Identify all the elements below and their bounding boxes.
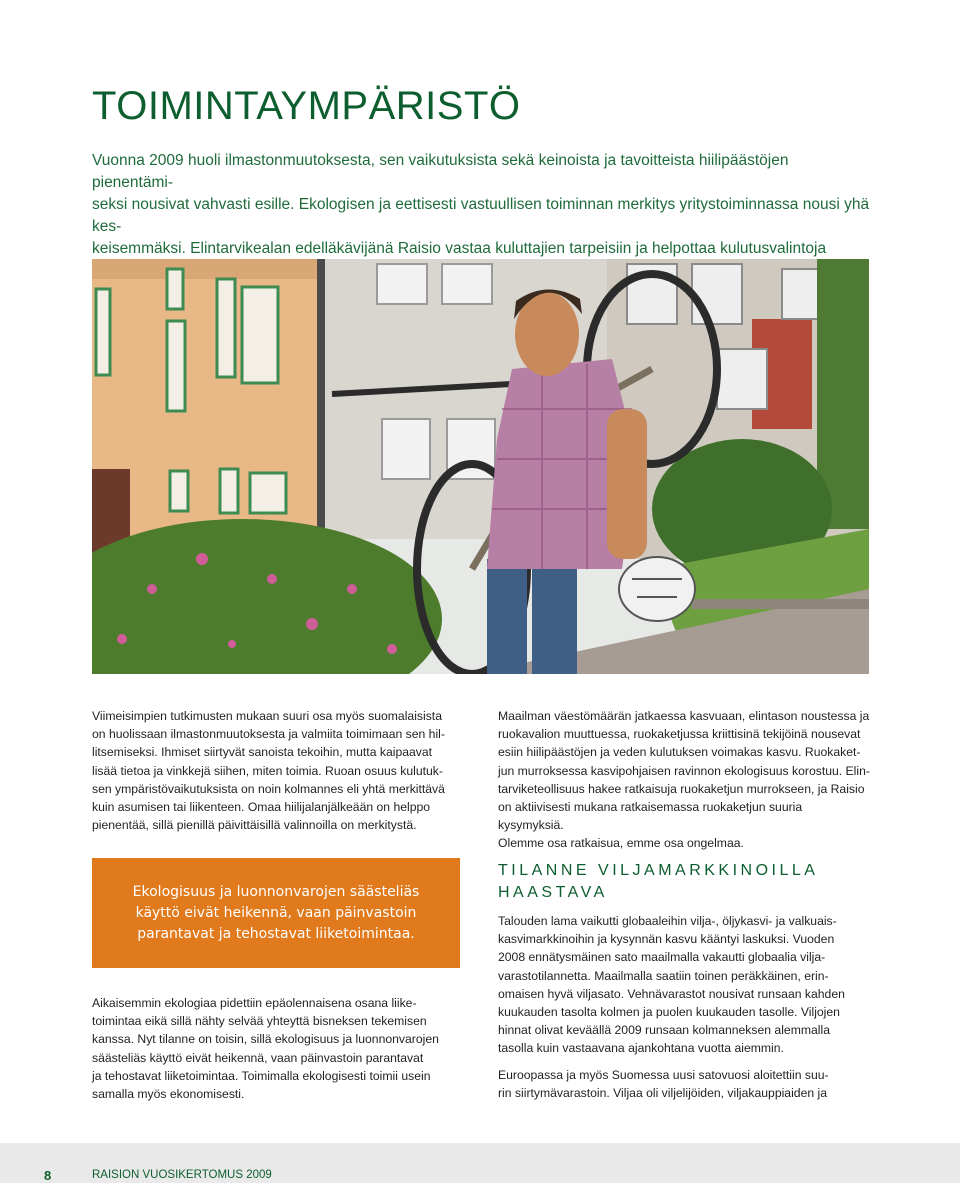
quote-line: Ekologisuus ja luonnonvarojen säästeliäs — [132, 883, 420, 900]
pull-quote — [113, 882, 440, 945]
jeans — [532, 559, 577, 674]
text-line: ja tehostavat liiketoimintaa. Toimimalla ekologisesti toimii usein — [92, 1068, 431, 1083]
left-paragraph-2 — [92, 994, 462, 1103]
quote-line: parantavat ja tehostavat liiketoimintaa. — [137, 925, 415, 942]
right-paragraph-3 — [498, 1066, 870, 1102]
text-line: on huolissaan ilmastonmuutoksesta ja valmiita toimimaan sen hil- — [92, 727, 445, 742]
text-line: toimintaa eikä sillä nähty selvää yhteyttä bisneksen tekemisen — [92, 1014, 427, 1029]
text-line: ruokavalion muuttuessa, ruokaketjussa kriittisinä tekijöinä nousevat — [498, 727, 861, 742]
text-line: Talouden lama vaikutti globaaleihin vilja-, öljykasvi- ja valkuais- — [498, 914, 837, 928]
pull-quote-box — [92, 858, 460, 968]
text-line: lisää tietoa ja vinkkejä siihen, miten toimia. Ruoan osuus kulutuk- — [92, 763, 443, 778]
text-line: 2008 ennätysmäinen sato maailmalla vakautti globaalia vilja- — [498, 950, 826, 965]
heading-line: HAASTAVA — [498, 884, 608, 901]
text-line: Aikaisemmin ekologiaa pidettiin epäolennaisena osana liike- — [92, 996, 417, 1010]
text-line: Olemme osa ratkaisua, emme osa ongelmaa. — [498, 836, 744, 851]
text-line: kanssa. Nyt tilanne on toisin, sillä ekologisuus ja luonnonvarojen — [92, 1032, 439, 1047]
text-line: Maailman väestömäärän jatkaessa kasvuaan, elintason noustessa ja — [498, 709, 870, 723]
intro-line: Vuonna 2009 huoli ilmastonmuutoksesta, sen vaikutuksista sekä keinoista ja tavoitteista hiilipäästöjen pienentämi- — [92, 152, 789, 191]
text-line: pienentää, sillä pienillä päivittäisillä valinnoilla on merkitystä. — [92, 818, 417, 833]
cyclist-photo — [92, 259, 869, 674]
left-paragraph-1 — [92, 707, 462, 834]
photo-illustration — [92, 259, 869, 674]
text-line: Euroopassa ja myös Suomessa uusi satovuosi aloitettiin suu- — [498, 1068, 829, 1082]
section-heading — [498, 860, 870, 904]
text-line: tarviketeollisuus hakee ratkaisuja ruokaketjun murrokseen, ja Raisio — [498, 781, 865, 796]
bike-helmet — [619, 557, 695, 621]
right-paragraph-2 — [498, 912, 870, 1058]
text-line: litsemiseksi. Ihmiset siirtyvät sanoista tekoihin, mutta kaipaavat — [92, 745, 433, 760]
quote-line: käyttö eivät heikennä, vaan päinvastoin — [135, 904, 417, 921]
text-line: on aktiivisesti mukana ratkaisemassa ruokaketjun suuria kysymyksiä. — [498, 800, 803, 833]
intro-line: keisemmäksi. Elintarvikealan edelläkävijänä Raisio vastaa kuluttajien tarpeisiin ja helpottaa kulutusvalintoja — [92, 240, 827, 257]
text-line: kuukauden tasolta kolmen ja puolen kuukauden tasolle. Viljojen — [498, 1005, 840, 1020]
intro-line: seksi nousivat vahvasti esille. Ekologisen ja eettisesti vastuullisen toiminnan merkitys yritystoiminnassa nousi yhä kes- — [92, 196, 870, 235]
text-line: jun murroksessa kasvipohjaisen ravinnon ekologisuus korostuu. Elin- — [498, 763, 870, 778]
publication-name: RAISION VUOSIKERTOMUS 2009 — [92, 1169, 272, 1181]
text-line: esiin hiilipäästöjen ja veden kulutuksen voimakas kasvu. Ruokaket- — [498, 745, 861, 760]
text-line: omaisen hyvä viljasato. Vehnävarastot nousivat runsaan kahden — [498, 986, 845, 1001]
heading-line: TILANNE VILJAMARKKINOILLA — [498, 862, 819, 879]
text-line: rin siirtymävarastoin. Viljaa oli viljelijöiden, viljakauppiaiden ja — [498, 1086, 827, 1101]
text-line: kasvimarkkinoihin ja kysynnän kasvu kääntyi laskuksi. Vuoden — [498, 932, 835, 947]
text-line: Viimeisimpien tutkimusten mukaan suuri osa myös suomalaisista — [92, 709, 442, 723]
text-line: sen ympäristövaikutuksista on noin kolmannes eli yhtä merkittävä — [92, 781, 445, 796]
page-number: 8 — [44, 1168, 52, 1183]
text-line: tasolla kuin vastaavana ajankohtana vuotta aiemmin. — [498, 1041, 784, 1056]
text-line: samalla myös ekonomisesti. — [92, 1087, 245, 1102]
text-line: varastotilannetta. Maailmalla saatiin toinen peräkkäinen, erin- — [498, 968, 829, 983]
right-paragraph-1 — [498, 707, 870, 853]
text-line: säästeliäs käyttö eivät heikennä, vaan päinvastoin parantavat — [92, 1050, 424, 1065]
text-line: hinnat olivat keväällä 2009 runsaan kolmanneksen alemmalla — [498, 1023, 830, 1038]
text-line: kuin asumisen tai liikenteen. Omaa hiilijalanjälkeään on helppo — [92, 800, 431, 815]
page-title: TOIMINTAYMPÄRISTÖ — [92, 84, 521, 128]
